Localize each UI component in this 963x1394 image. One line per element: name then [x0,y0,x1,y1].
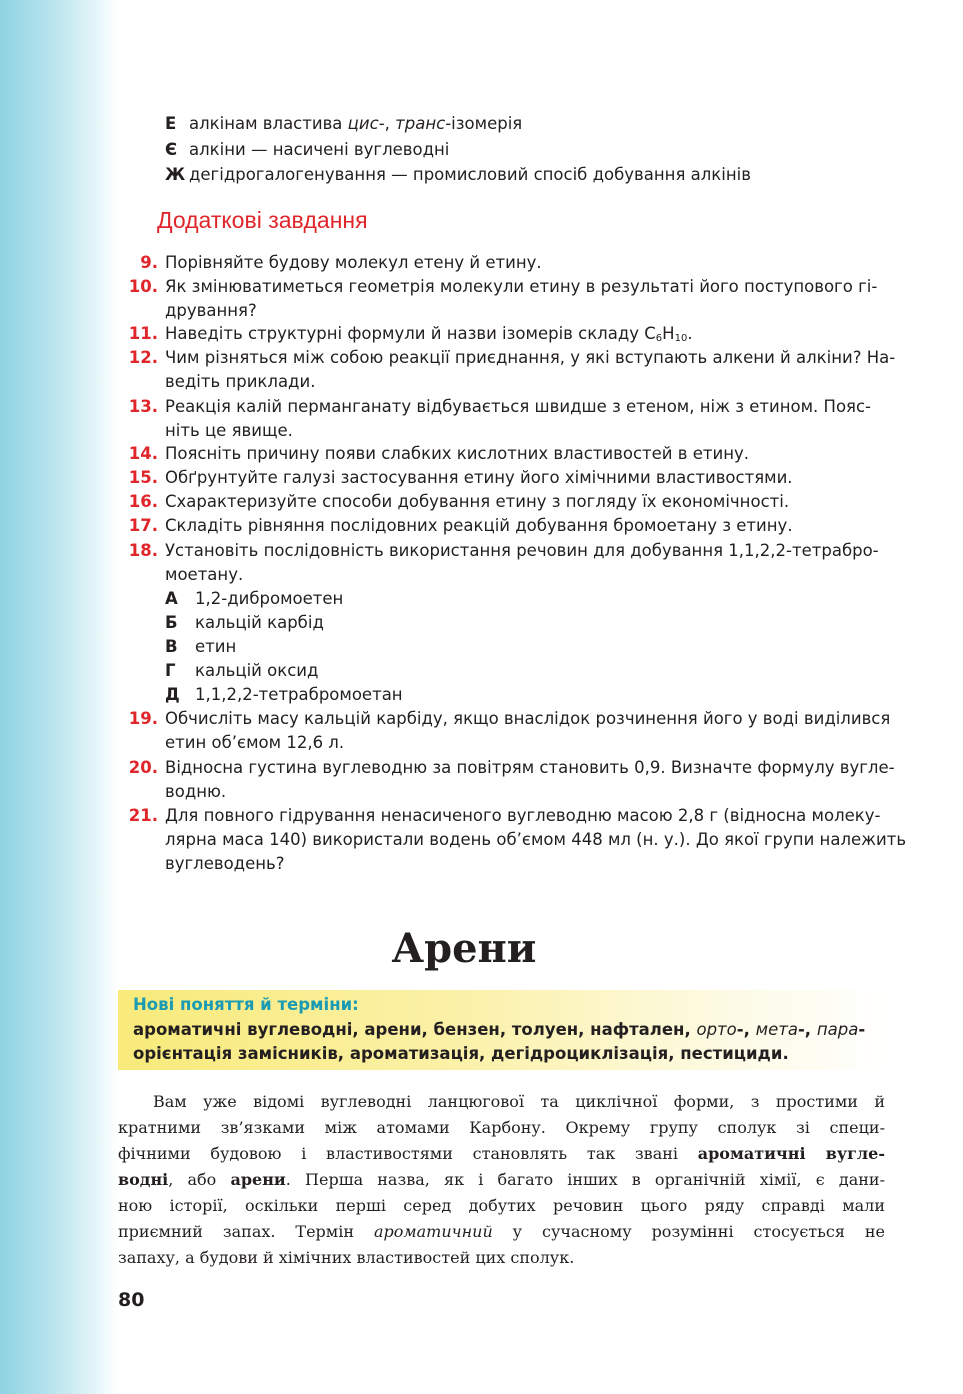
question-19 [128,707,891,755]
question-text: Для повного гідрування ненасиченого вуглеводню масою 2,8 г (відносна молеку- [165,806,881,825]
body-line: кратними зв’язками між атомами Карбону. Окрему групу сполук зі специ- [118,1118,885,1137]
q18-option-g [165,659,318,683]
question-text: Реакція калій перманганату відбувається швидше з етеном, ніж з етином. Пояс- [165,397,871,416]
body-text: фічними будовою і властивостями становлять так звані [118,1144,698,1163]
question-text: Відносна густина вуглеводню за повітрям становить 0,9. Визначте формулу вугле- [165,758,895,777]
option-italic: цис [347,114,379,133]
question-text: Обґрунтуйте галузі застосування етину його хімічними властивостями. [165,468,793,487]
question-13 [128,395,885,443]
question-text: Чим різняться між собою реакції приєднання, у які вступають алкени й алкіни? На- [165,348,896,367]
question-18 [128,539,885,587]
option-text: -ізомерія [445,114,523,133]
question-21 [128,804,907,875]
option-text: кальцій карбід [195,613,324,632]
question-text: Порівняйте будову молекул етену й етину. [165,253,542,272]
question-15 [128,466,885,490]
body-line: Вам уже відомі вуглеводні ланцюгової та циклічної форми, з простими й [153,1092,885,1111]
terms-heading: Нові поняття й терміни: [133,995,359,1014]
terms-text: -, [736,1020,756,1039]
question-text: . [687,324,693,343]
body-bold: водні [118,1170,169,1189]
body-text: у сучасному розумінні стосується не [492,1222,885,1241]
answer-options-top [165,111,751,188]
question-number: 13. [128,397,158,416]
option-ye [165,137,751,163]
body-text: , або [168,1170,231,1189]
question-text: H [662,324,675,343]
option-text: -, [378,114,396,133]
option-text: кальцій оксид [195,661,319,680]
terms-text: ароматичні вуглеводні, арени, бензен, толуен, нафтален, [133,1020,697,1039]
terms-italic: мета [755,1020,798,1039]
question-number: 14. [128,444,158,463]
body-italic: ароматичний [373,1222,493,1241]
body-paragraph [118,1089,885,1271]
terms-text: - [858,1020,866,1039]
body-bold: арени [230,1170,286,1189]
body-line [118,1167,885,1193]
question-text: Складіть рівняння послідовних реакцій добування бромоетану з етину. [165,516,793,535]
option-italic: транс [395,114,446,133]
question-text: Схарактеризуйте способи добування етину з погляду їх економічності. [165,492,790,511]
option-key: А [165,589,178,608]
question-text: вуглеводень? [165,853,285,873]
chapter-title: Арени [391,925,537,972]
terms-italic: орто [696,1020,737,1039]
question-9 [140,251,885,275]
page-number: 80 [118,1289,145,1311]
question-text: ніть це явище. [165,420,293,440]
terms-line-2: орієнтація замісників, ароматизація, дегідроциклізація, пестициди. [133,1044,789,1063]
option-key: Б [165,613,178,632]
question-number: 15. [128,468,158,487]
question-number: 12. [128,348,158,367]
question-text: ведіть приклади. [165,371,316,391]
option-text: дегідрогалогенування — промисловий спосіб добування алкінів [189,165,751,184]
option-zh [165,162,751,188]
body-line [118,1141,885,1167]
question-text: етин об’ємом 12,6 л. [165,732,345,752]
question-text: Установіть послідовність використання речовин для добування 1,1,2,2-тетрабро- [165,541,879,560]
option-key: В [165,637,178,656]
terms-text: -, [797,1020,817,1039]
body-line [118,1219,885,1245]
option-text: алкінам властива [189,114,348,133]
section-heading: Додаткові завдання [157,207,368,233]
question-number: 20. [128,758,158,777]
option-text: етин [195,637,237,656]
question-16 [128,490,885,514]
q18-option-v [165,635,236,659]
subscript: 10 [674,333,688,344]
option-key: Е [165,114,177,133]
question-number: 17. [128,516,158,535]
question-12 [128,346,896,394]
question-10 [128,275,885,323]
question-number: 9. [140,253,158,272]
option-key: Д [165,685,180,704]
subscript: 6 [655,333,663,344]
question-text: Наведіть структурні формули й назви ізомерів складу C [165,324,656,343]
body-bold: ароматичні вугле- [697,1144,886,1163]
question-14 [128,442,885,466]
question-text: Як змінюватиметься геометрія молекули етину в результаті його поступового гі- [165,277,878,296]
terms-italic: пара [816,1020,859,1039]
option-key: Ж [165,165,186,184]
question-number: 10. [128,277,158,296]
option-text: 1,1,2,2-тетрабромоетан [195,685,403,704]
question-number: 11. [128,324,158,343]
q18-option-d [165,683,403,707]
question-text: Поясніть причину появи слабких кислотних властивостей в етину. [165,444,750,463]
question-number: 16. [128,492,158,511]
option-text: 1,2-дибромоетен [195,589,344,608]
body-line: запаху, а будови й хімічних властивостей цих сполук. [118,1248,575,1267]
page-edge-band [0,0,118,1394]
question-text: Обчисліть масу кальцій карбіду, якщо внаслідок розчинення його у воді виділився [165,709,891,728]
question-text: лярна маса 140) використали водень об’ємом 448 мл (н. у.). До якої групи належить [165,829,907,849]
question-20 [128,756,895,804]
q18-option-a [165,587,343,611]
question-text: дрування? [165,300,257,320]
question-number: 21. [128,806,158,825]
body-text: . Перша назва, як і багато інших в органічній хімії, є дани- [285,1170,886,1189]
terms-line-1 [133,1018,865,1042]
question-17 [128,514,885,538]
question-text: моетану. [165,564,244,584]
question-number: 19. [128,709,158,728]
option-e [165,111,751,137]
question-number: 18. [128,541,158,560]
option-key: Г [165,661,176,680]
body-line: ною історії, оскільки перші серед добутих речовин цього ряду справді мали [118,1196,885,1215]
option-key: Є [165,139,178,159]
body-text: приємний запах. Термін [118,1222,374,1241]
question-text: водню. [165,781,227,801]
option-text: алкіни — насичені вуглеводні [189,139,450,159]
q18-option-b [165,611,324,635]
